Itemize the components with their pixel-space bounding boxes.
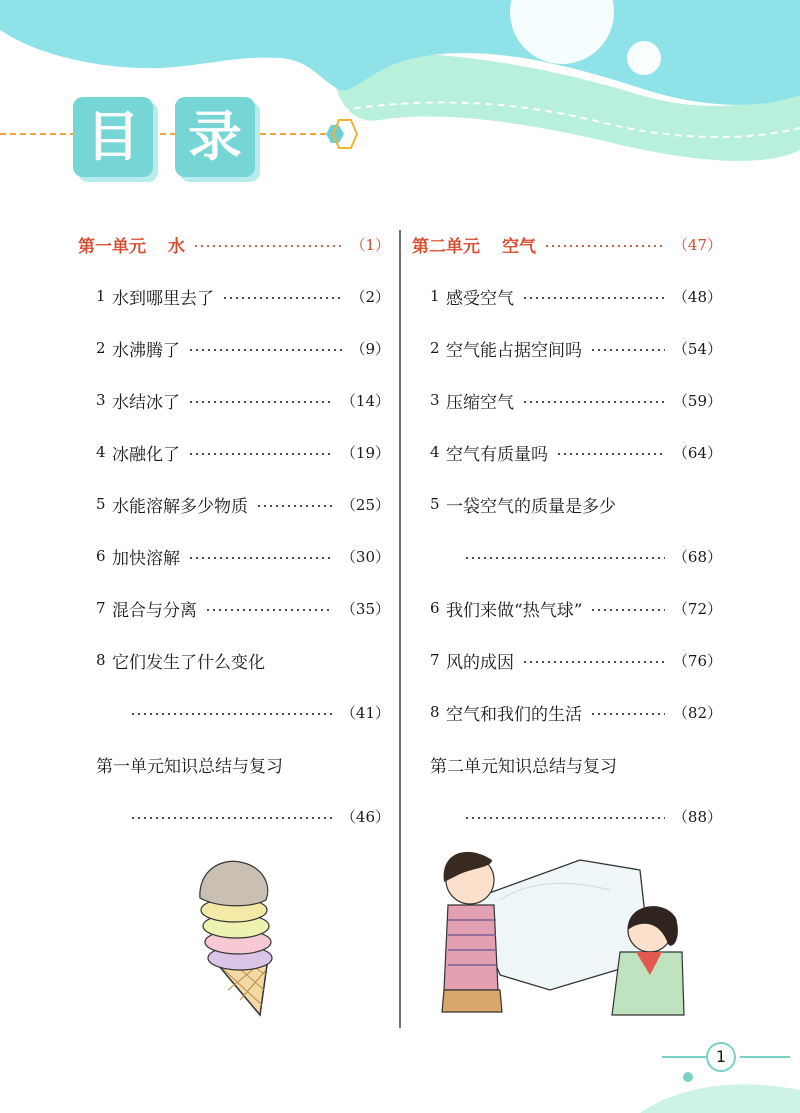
lesson-number: 1 [96, 287, 106, 305]
page-number: 1 [706, 1042, 736, 1072]
toc-lesson-1-8-continued[interactable] [78, 686, 390, 738]
page-ref: （14） [340, 391, 390, 410]
page-ref: （76） [672, 651, 722, 670]
leader-dots [130, 817, 333, 819]
lesson-number: 8 [96, 651, 106, 669]
lesson-title: 感受空气 [446, 288, 514, 309]
leader-dots [590, 609, 665, 611]
lesson-number: 4 [430, 443, 440, 461]
page-ref: （48） [672, 287, 722, 306]
lesson-title: 冰融化了 [112, 444, 180, 465]
page-ref: （41） [340, 703, 390, 722]
lesson-title: 我们来做“热气球” [446, 600, 583, 621]
leader-dots [556, 453, 665, 455]
toc-lesson-2-5[interactable] [412, 478, 722, 530]
page-ref: （2） [350, 287, 390, 306]
leader-dots [256, 505, 333, 507]
ice-cream-illustration [200, 861, 272, 1015]
page-ref: （54） [672, 339, 722, 358]
page-ref: （46） [340, 807, 390, 826]
leader-dots [522, 297, 665, 299]
leader-dots [222, 297, 342, 299]
toc-lesson-1-3[interactable] [78, 374, 390, 426]
leader-dots [464, 817, 665, 819]
page-ref: （1） [350, 235, 390, 254]
title-char-lu: 录 [175, 97, 255, 177]
lesson-title: 风的成因 [446, 652, 514, 673]
toc-lesson-2-7[interactable] [412, 634, 722, 686]
lesson-number: 3 [96, 391, 106, 409]
page-ref: （82） [672, 703, 722, 722]
page-ref: （9） [350, 339, 390, 358]
leader-dots [464, 557, 665, 559]
page-ref: （64） [672, 443, 722, 462]
lesson-title: 加快溶解 [112, 548, 180, 569]
lesson-number: 7 [96, 599, 106, 617]
review-title: 第一单元知识总结与复习 [96, 756, 283, 777]
page-ref: （72） [672, 599, 722, 618]
unit-heading-label: 第一单元 [78, 236, 146, 257]
toc-lesson-2-3[interactable] [412, 374, 722, 426]
toc-lesson-2-5-continued[interactable] [412, 530, 722, 582]
lesson-title: 它们发生了什么变化 [112, 652, 265, 673]
lesson-number: 5 [96, 495, 106, 513]
leader-dots [544, 245, 665, 247]
toc-unit2-heading[interactable] [412, 218, 722, 270]
bubble-small [627, 41, 661, 75]
unit-heading-topic: 空气 [502, 236, 536, 257]
lesson-number: 3 [430, 391, 440, 409]
lesson-number: 6 [430, 599, 440, 617]
page-ref: （47） [672, 235, 722, 254]
toc-unit2-review[interactable] [412, 738, 722, 790]
page-ref: （25） [340, 495, 390, 514]
review-title: 第二单元知识总结与复习 [430, 756, 617, 777]
toc-unit2-review-continued[interactable] [412, 790, 722, 842]
page-ref: （19） [340, 443, 390, 462]
toc-lesson-2-1[interactable] [412, 270, 722, 322]
unit-heading-label: 第二单元 [412, 236, 480, 257]
lesson-title: 水结冰了 [112, 392, 180, 413]
lesson-number: 4 [96, 443, 106, 461]
toc-lesson-1-8[interactable] [78, 634, 390, 686]
title-char-mu: 目 [73, 97, 153, 177]
lesson-number: 7 [430, 651, 440, 669]
leader-dots [188, 453, 333, 455]
page-ref: （88） [672, 807, 722, 826]
leader-dots [590, 713, 665, 715]
lesson-title: 混合与分离 [112, 600, 197, 621]
leader-dots [522, 401, 665, 403]
lesson-number: 1 [430, 287, 440, 305]
page-ref: （68） [672, 547, 722, 566]
leader-dots [522, 661, 665, 663]
girls-with-air-bag-illustration [442, 852, 684, 1015]
page-ref: （59） [672, 391, 722, 410]
toc-lesson-2-2[interactable] [412, 322, 722, 374]
leader-dots [590, 349, 665, 351]
footer-dot [683, 1072, 693, 1082]
unit-heading-topic: 水 [168, 236, 185, 257]
lesson-title: 一袋空气的质量是多少 [446, 496, 616, 517]
leader-dots [188, 401, 333, 403]
leader-dots [188, 349, 342, 351]
lesson-title: 空气有质量吗 [446, 444, 548, 465]
toc-lesson-1-2[interactable] [78, 322, 390, 374]
lesson-number: 2 [96, 339, 106, 357]
toc-lesson-2-6[interactable] [412, 582, 722, 634]
toc-lesson-1-5[interactable] [78, 478, 390, 530]
lesson-title: 压缩空气 [446, 392, 514, 413]
page-ref: （35） [340, 599, 390, 618]
lesson-title: 空气能占据空间吗 [446, 340, 582, 361]
lesson-title: 水沸腾了 [112, 340, 180, 361]
footer-wave [640, 1084, 800, 1113]
page-ref: （30） [340, 547, 390, 566]
lesson-number: 8 [430, 703, 440, 721]
lesson-title: 水到哪里去了 [112, 288, 214, 309]
lesson-title: 水能溶解多少物质 [112, 496, 248, 517]
lesson-number: 2 [430, 339, 440, 357]
leader-dots [193, 245, 342, 247]
toc-unit1-heading[interactable] [78, 218, 390, 270]
toc-lesson-1-7[interactable] [78, 582, 390, 634]
toc-lesson-1-4[interactable] [78, 426, 390, 478]
toc-unit1-review-continued[interactable] [78, 790, 390, 842]
lesson-number: 6 [96, 547, 106, 565]
leader-dots [130, 713, 333, 715]
toc-lesson-2-8[interactable] [412, 686, 722, 738]
leader-dots [188, 557, 333, 559]
lesson-title: 空气和我们的生活 [446, 704, 582, 725]
toc-lesson-1-1[interactable] [78, 270, 390, 322]
leader-dots [205, 609, 333, 611]
toc-lesson-2-4[interactable] [412, 426, 722, 478]
toc-lesson-1-6[interactable] [78, 530, 390, 582]
toc-unit1-review[interactable] [78, 738, 390, 790]
lesson-number: 5 [430, 495, 440, 513]
